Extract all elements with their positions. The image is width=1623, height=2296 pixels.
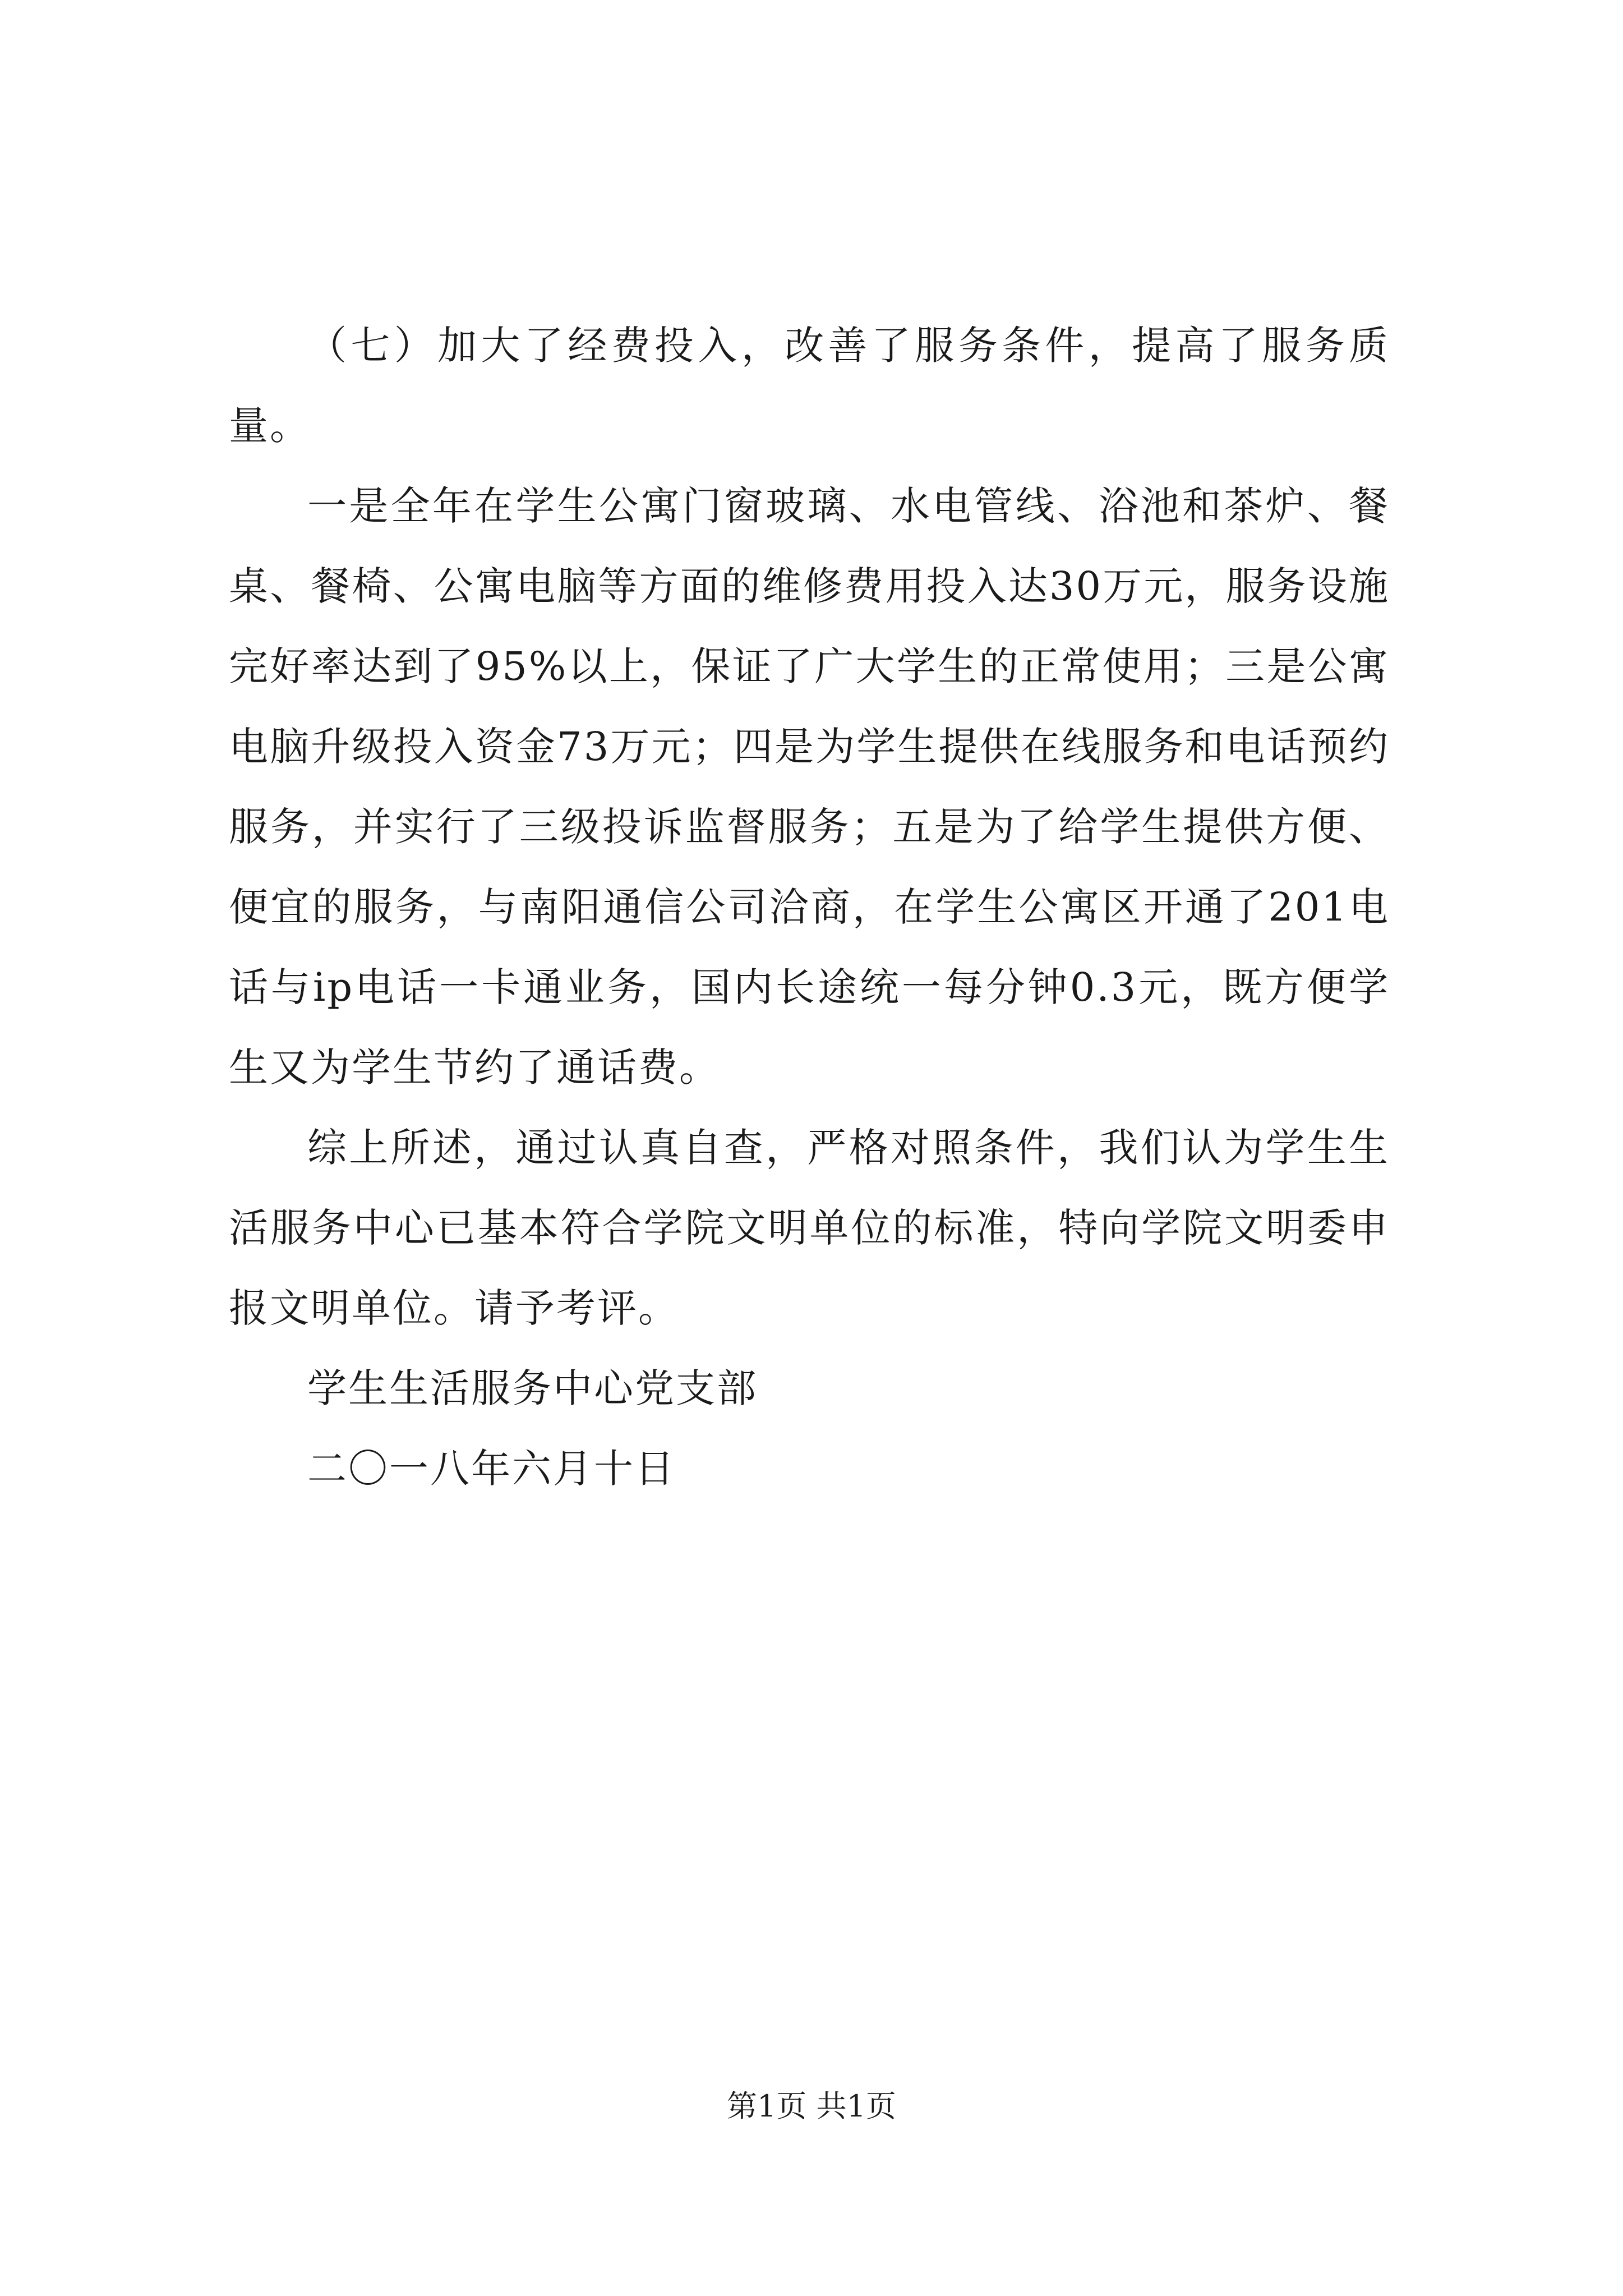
page-number-footer: 第1页 共1页 [727,2088,896,2124]
paragraph-expenditure-details: 一是全年在学生公寓门窗玻璃、水电管线、浴池和茶炉、餐桌、餐椅、公寓电脑等方面的维修费用投入达30万元，服务设施完好率达到了95%以上，保证了广大学生的正常使用；三是公寓电脑升级投入资金73万元；四是为学生提供在线服务和电话预约服务，并实行了三级投诉监督服务；五是为了给学生提供方便、便宜的服务，与南阳通信公司洽商，在学生公寓区开通了201电话与ip电话一卡通业务，国内长途统一每分钟0.3元，既方便学生又为学生节约了通话费。 [229,483,1390,1091]
paragraph-conclusion: 综上所述，通过认真自查，严格对照条件，我们认为学生生活服务中心已基本符合学院文明单位的标准，特向学院文明委申报文明单位。请予考评。 [229,1125,1390,1331]
document-body [229,306,1390,1509]
signature-organization: 学生生活服务中心党支部 [307,1365,758,1411]
signature-date: 二〇一八年六月十日 [307,1446,676,1492]
section-heading: （七）加大了经费投入，改善了服务条件，提高了服务质量。 [229,323,1390,449]
